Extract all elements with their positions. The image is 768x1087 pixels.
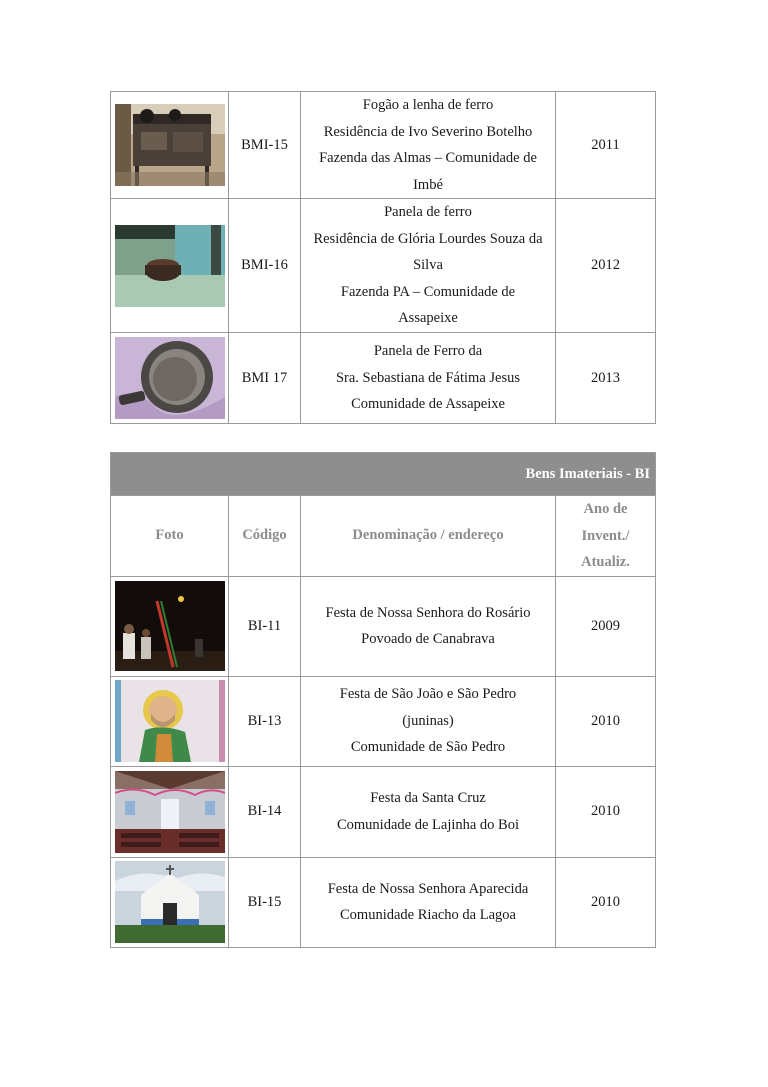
code-cell: BI-13 [229,676,301,766]
year-cell: 2010 [556,766,656,857]
table-row [111,333,656,424]
year-cell: 2010 [556,676,656,766]
code-cell: BI-11 [229,576,301,676]
header-year: Ano de Invent./ Atualiz. [556,496,656,577]
code-cell: BMI-15 [229,92,301,199]
year-cell: 2012 [556,199,656,333]
photo-cell [111,92,229,199]
photo-cell [111,766,229,857]
header-name: Denominação / endereço [301,496,556,577]
name-address-cell: Festa de Nossa Senhora Aparecida Comunidade Riacho da Lagoa [301,857,556,947]
header-row [111,496,656,577]
photo-cell [111,199,229,333]
iron-pot-photo [115,225,225,307]
code-cell: BI-14 [229,766,301,857]
table-row [111,199,656,333]
table-row [111,92,656,199]
bi-table [110,452,656,948]
header-photo: Foto [111,496,229,577]
code-cell: BMI 17 [229,333,301,424]
name-address-cell: Fogão a lenha de ferro Residência de Ivo Severino Botelho Fazenda das Almas – Comunidade de Imbé [301,92,556,199]
year-cell: 2011 [556,92,656,199]
photo-cell [111,676,229,766]
table-row [111,857,656,947]
year-cell: 2010 [556,857,656,947]
name-address-cell: Festa de São João e São Pedro (juninas) Comunidade de São Pedro [301,676,556,766]
photo-cell [111,576,229,676]
section-title: Bens Imateriais - BI [111,453,656,496]
bmi-table [110,91,656,424]
table-row [111,576,656,676]
year-cell: 2009 [556,576,656,676]
name-address-cell: Festa da Santa Cruz Comunidade de Lajinha do Boi [301,766,556,857]
section-band [111,453,656,496]
saint-banner-photo [115,680,225,762]
photo-cell [111,857,229,947]
code-cell: BMI-16 [229,199,301,333]
year-cell: 2013 [556,333,656,424]
name-address-cell: Panela de ferro Residência de Glória Lourdes Souza da Silva Fazenda PA – Comunidade de Assapeixe [301,199,556,333]
header-code: Código [229,496,301,577]
chapel-exterior-photo [115,861,225,943]
iron-wood-stove-photo [115,104,225,186]
name-address-cell: Festa de Nossa Senhora do Rosário Povoado de Canabrava [301,576,556,676]
table-row [111,766,656,857]
table-row [111,676,656,766]
iron-pan-photo [115,337,225,419]
night-festival-photo [115,581,225,671]
photo-cell [111,333,229,424]
name-address-cell: Panela de Ferro da Sra. Sebastiana de Fátima Jesus Comunidade de Assapeixe [301,333,556,424]
church-interior-photo [115,771,225,853]
code-cell: BI-15 [229,857,301,947]
